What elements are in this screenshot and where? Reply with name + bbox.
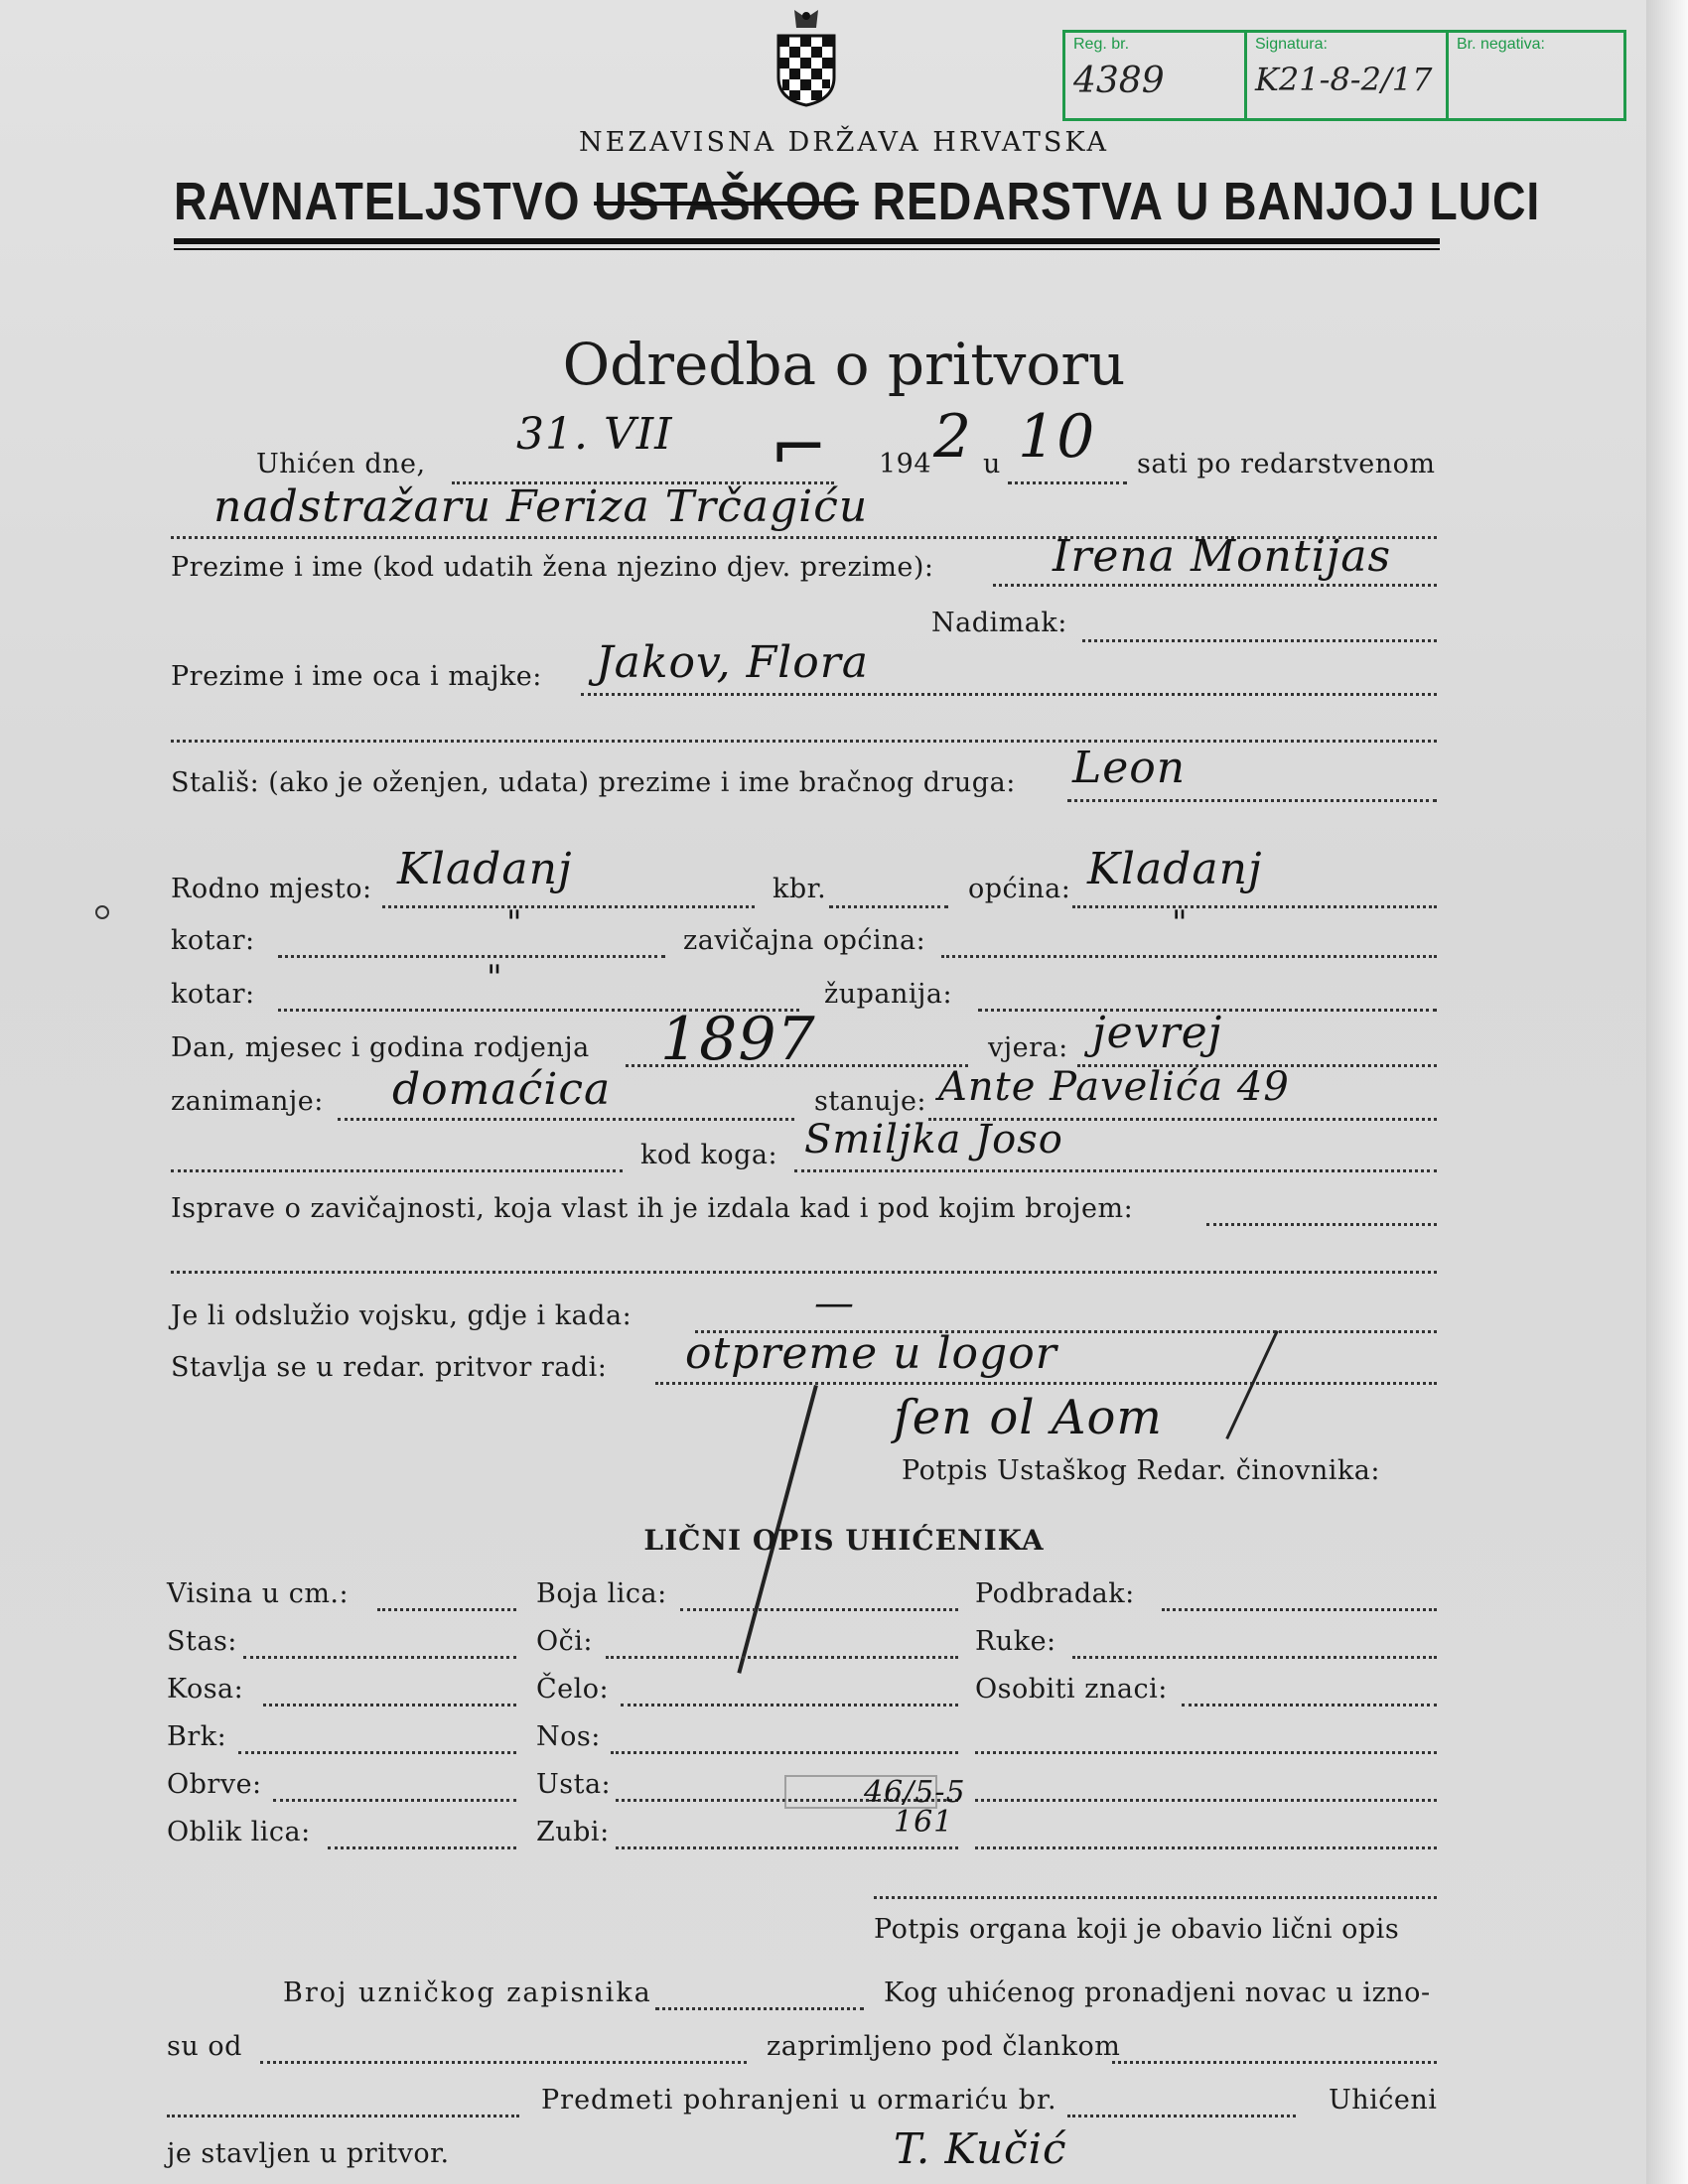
detention-value: otpreme u logor (685, 1328, 1057, 1379)
build-line (243, 1656, 516, 1659)
eyebrows-line (273, 1799, 516, 1802)
parents-value: Jakov, Flora (596, 637, 869, 688)
residence-label: stanuje: (814, 1086, 927, 1117)
officer-signature: ſen ol Aom (894, 1390, 1163, 1445)
hands-line (1072, 1656, 1437, 1659)
surname-line (993, 584, 1437, 587)
district-value: " (506, 903, 523, 943)
arrest-hour-line (1008, 481, 1127, 484)
money-label: Kog uhićenog pronadjeni novac u izno- (884, 1978, 1431, 2008)
with-whom-label: kod koga: (640, 1140, 778, 1170)
parents-line (581, 693, 1437, 696)
religion-value: jevrej (1092, 1008, 1223, 1058)
hands-label: Ruke: (975, 1626, 1056, 1657)
bottom-signature: T. Kučić (894, 2124, 1067, 2173)
scan-edge (1646, 0, 1688, 2184)
complexion-label: Boja lica: (536, 1578, 667, 1609)
district2-value: " (487, 958, 503, 998)
description-title: LIČNI OPIS UHIĆENIKA (643, 1524, 1045, 1557)
stamp-negativ-caption: Br. negativa: (1457, 36, 1545, 53)
punch-hole (95, 905, 109, 919)
moustache-label: Brk: (167, 1721, 227, 1752)
arrest-agent-value: nadstražaru Feriza Trčagiću (213, 481, 869, 532)
marks-line (1182, 1704, 1437, 1706)
received-label: zaprimljeno pod člankom (767, 2031, 1121, 2062)
stamp-signatura-caption: Signatura: (1255, 36, 1328, 53)
stamp-signatura-cell (1247, 33, 1449, 118)
received-line (1112, 2061, 1437, 2064)
occupation-line (338, 1118, 794, 1121)
municipality-value: Kladanj (1087, 844, 1263, 894)
amount-prefix: su od (167, 2031, 242, 2062)
eyes-line (606, 1656, 958, 1659)
arrest-year-prefix: 194 (879, 449, 932, 479)
inner-stamp (784, 1775, 1033, 1849)
forehead-line (621, 1704, 958, 1706)
arrest-date-label: Uhićen dne, (256, 449, 426, 479)
spouse-value: Leon (1072, 743, 1187, 793)
detainee-label: Uhićeni (1329, 2085, 1438, 2116)
occupation-label: zanimanje: (171, 1086, 324, 1117)
face-shape-line (328, 1846, 516, 1849)
organ-signature-label: Potpis organa koji je obavio lični opis (874, 1914, 1400, 1945)
office-name-struck: USTAŠKOG (594, 172, 859, 231)
hair-line (263, 1704, 516, 1706)
header-rule-thin (174, 248, 1440, 250)
stamp-reg-caption: Reg. br. (1073, 36, 1130, 53)
residence-value: Ante Pavelića 49 (938, 1064, 1290, 1110)
marks-line-2 (975, 1751, 1437, 1754)
header-rule (174, 238, 1440, 244)
documents-label: Isprave o zavičajnosti, koja vlast ih je izdala kad i pod kojim brojem: (171, 1193, 1134, 1224)
arrest-hours-label: sati po redarstvenom (1137, 449, 1436, 479)
surname-label: Prezime i ime (kod udatih žena njezino djev. prezime): (171, 552, 934, 583)
organ-signature-line (874, 1896, 1437, 1899)
birthdate-value: 1897 (660, 1005, 816, 1074)
stamp-signatura-value: K21-8-2/17 (1255, 61, 1433, 98)
with-whom-pre-line (171, 1169, 623, 1172)
chin-label: Podbradak: (975, 1578, 1135, 1609)
documents-line (1206, 1223, 1437, 1226)
amount-line (260, 2061, 747, 2064)
signature-label: Potpis Ustaškog Redar. činovnika: (902, 1455, 1380, 1486)
height-line (377, 1608, 516, 1611)
nickname-label: Nadimak: (931, 608, 1067, 638)
birthdate-label: Dan, mjesec i godina rodjenja (171, 1032, 590, 1063)
complexion-line (680, 1608, 958, 1611)
archive-stamp (1062, 30, 1626, 121)
occupation-value: domaćica (392, 1064, 612, 1115)
mouth-label: Usta: (536, 1769, 612, 1800)
coat-of-arms-icon (773, 8, 840, 107)
nose-line (611, 1751, 958, 1754)
marks-line-4 (975, 1846, 1437, 1849)
district2-label: kotar: (171, 979, 255, 1010)
with-whom-line (794, 1169, 1437, 1172)
hair-label: Kosa: (167, 1674, 244, 1705)
marks-line-3 (975, 1799, 1437, 1802)
district-line (278, 955, 665, 958)
detention-label: Stavlja se u redar. pritvor radi: (171, 1352, 608, 1383)
face-shape-label: Oblik lica: (167, 1817, 311, 1847)
placed-label: je stavljen u pritvor. (167, 2138, 450, 2169)
parents-label: Prezime i ime oca i majke: (171, 661, 542, 692)
birthplace-line (382, 905, 755, 908)
birthplace-label: Rodno mjesto: (171, 874, 372, 904)
height-label: Visina u cm.: (167, 1578, 350, 1609)
birthplace-value: Kladanj (397, 844, 573, 894)
nickname-line (1082, 639, 1437, 642)
home-municipality-line (941, 955, 1437, 958)
religion-label: vjera: (988, 1032, 1068, 1063)
record-number-line (655, 2007, 864, 2010)
arrest-at-label: u (983, 449, 1001, 479)
pen-stroke-2 (1225, 1330, 1278, 1439)
military-label: Je li odslužio vojsku, gdje i kada: (171, 1300, 633, 1331)
office-name-part2: REDARSTVA U BANJOJ LUCI (872, 172, 1541, 231)
record-number-label: Broj uzničkog zapisnika (283, 1978, 652, 2008)
parents-line-2 (171, 740, 1437, 743)
military-value: — (814, 1281, 855, 1326)
stamp-reg-cell (1065, 33, 1247, 118)
eyes-label: Oči: (536, 1626, 593, 1657)
forehead-label: Čelo: (536, 1674, 610, 1705)
inner-stamp-line1: 46/5-5 (864, 1775, 966, 1810)
chin-line (1162, 1608, 1437, 1611)
spouse-label: Stališ: (ako je oženjen, udata) prezime i ime bračnog druga: (171, 767, 1016, 798)
kbr-label: kbr. (773, 874, 827, 904)
nose-label: Nos: (536, 1721, 601, 1752)
office-name-part1: RAVNATELJSTVO (174, 172, 581, 231)
eyebrows-label: Obrve: (167, 1769, 262, 1800)
county-label: županija: (824, 979, 953, 1010)
moustache-line (238, 1751, 516, 1754)
stamp-negativ-cell (1449, 33, 1618, 118)
municipality-line (1072, 905, 1437, 908)
with-whom-value: Smiljka Joso (804, 1117, 1063, 1162)
surname-value: Irena Montijas (1053, 531, 1392, 582)
items-pre-line (167, 2115, 519, 2117)
arrest-mark: ⌐ (770, 407, 829, 488)
arrest-date-value: 31. VII (516, 409, 673, 460)
spouse-line (1067, 799, 1437, 802)
items-label: Predmeti pohranjeni u ormariću br. (541, 2085, 1057, 2116)
kbr-line (829, 905, 948, 908)
teeth-label: Zubi: (536, 1817, 610, 1847)
items-line (1067, 2115, 1296, 2117)
stamp-reg-value: 4389 (1073, 61, 1165, 101)
district-label: kotar: (171, 925, 255, 956)
arrest-year-value: 2 (933, 402, 973, 472)
home-municipality-value: " (1172, 903, 1189, 943)
documents-line-2 (171, 1271, 1437, 1274)
build-label: Stas: (167, 1626, 237, 1657)
municipality-label: općina: (968, 874, 1071, 904)
office-name (174, 171, 1541, 232)
arrest-hour-value: 10 (1018, 402, 1096, 472)
home-municipality-label: zavičajna općina: (683, 925, 926, 956)
state-name: NEZAVISNA DRŽAVA HRVATSKA (579, 127, 1109, 158)
detention-line (655, 1382, 1437, 1385)
document-title: Odredba o pritvoru (562, 331, 1126, 398)
marks-label: Osobiti znaci: (975, 1674, 1168, 1705)
inner-stamp-line2: 161 (894, 1805, 954, 1840)
